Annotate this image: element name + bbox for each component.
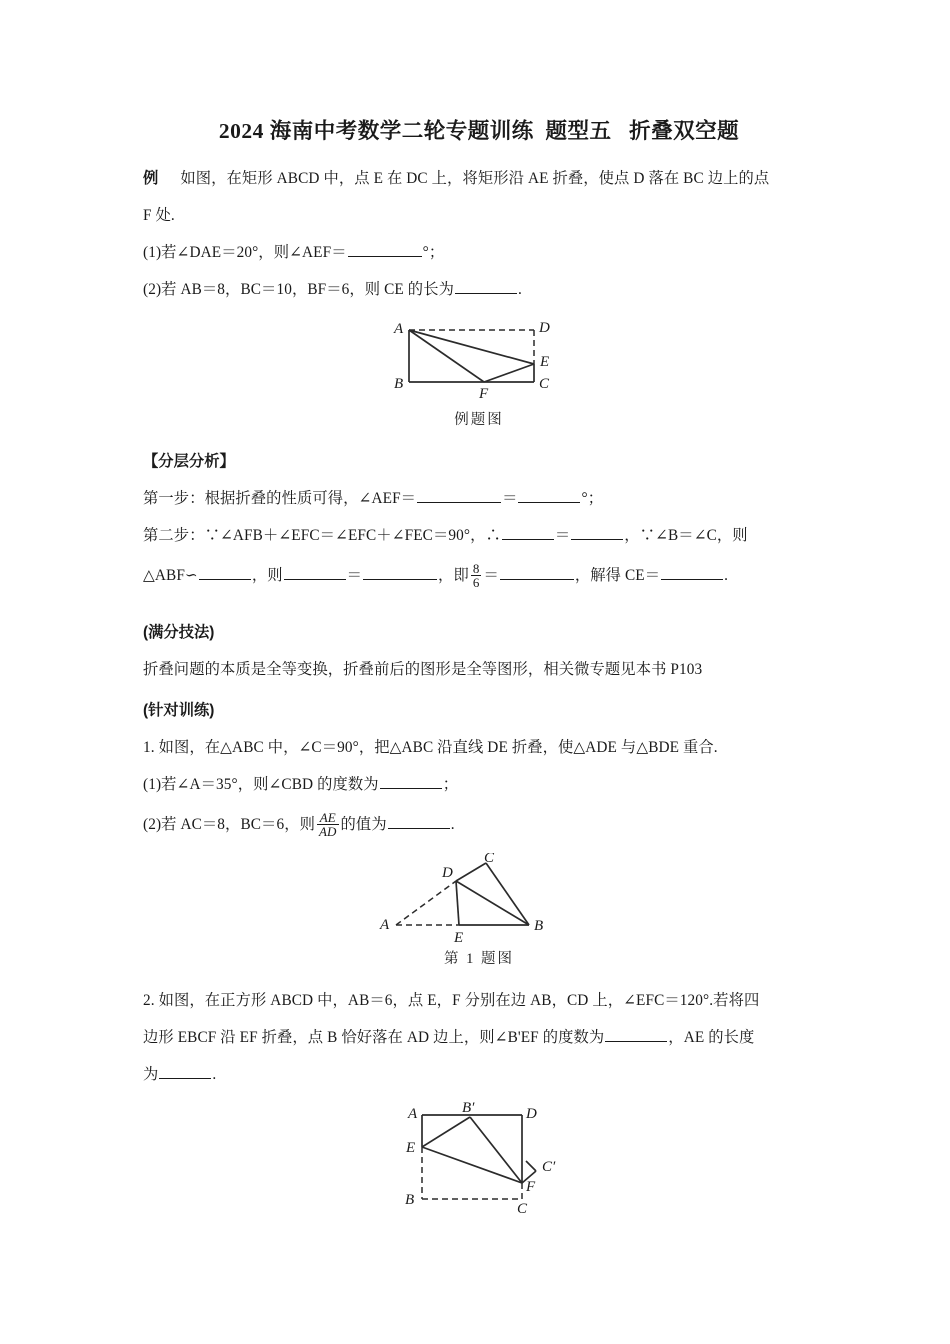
- example-q1-answer-blank[interactable]: [348, 241, 422, 257]
- label-B-prime: B′: [462, 1099, 475, 1116]
- example-figure-caption: 例题图: [454, 411, 504, 428]
- example-q1-prefix: (1)若∠DAE＝20°，则∠AEF＝: [143, 243, 347, 261]
- example-q1-suffix: °；: [422, 243, 445, 261]
- example-label: 例: [143, 169, 159, 187]
- practice-q2-figure-svg: [374, 1099, 584, 1217]
- page-title: 2024 海南中考数学二轮专题训练 题型五 折叠双空题: [218, 119, 740, 143]
- analysis-step1-blank-2[interactable]: [518, 487, 580, 503]
- analysis-step2-suffix: ，∵∠B＝∠C，则: [624, 526, 748, 544]
- analysis-step3-b: ＝: [346, 566, 363, 584]
- label-C-prime: C′: [542, 1158, 556, 1175]
- example-figure: [143, 316, 815, 429]
- label-A: A: [408, 1105, 418, 1122]
- label-C: C: [517, 1200, 528, 1217]
- example-stem-line-2: F 处.: [143, 206, 175, 224]
- analysis-step3-blank-5[interactable]: [661, 564, 723, 580]
- fraction-denominator: AD: [319, 823, 337, 839]
- segment-AF: [409, 330, 484, 382]
- segment-DB: [456, 881, 529, 925]
- example-stem-text-1: 如图，在矩形 ABCD 中，点 E 在 DC 上，将矩形沿 AE 折叠，使点 D 落在 BC 边上的点: [180, 169, 770, 187]
- practice-q1-figure-caption: 第 1 题图: [444, 950, 514, 967]
- label-D: D: [442, 864, 453, 881]
- label-A: A: [394, 320, 404, 337]
- analysis-step3-blank-3[interactable]: [363, 564, 437, 580]
- practice-heading: (针对训练): [143, 701, 215, 719]
- label-D: D: [539, 319, 550, 336]
- tips-heading: (满分技法): [143, 623, 215, 641]
- analysis-step3-blank-1[interactable]: [199, 564, 251, 580]
- label-B: B: [405, 1191, 415, 1208]
- practice-q1-sub2-blank[interactable]: [388, 813, 450, 829]
- practice-q2-line2-middle: ，AE 的长度: [668, 1028, 755, 1046]
- example-question-1: [143, 234, 815, 271]
- label-E: E: [540, 353, 550, 370]
- analysis-step-2: [143, 517, 815, 554]
- analysis-step-3: [143, 554, 815, 598]
- practice-q1-sub2-prefix: (2)若 AC＝8，BC＝6，则: [143, 815, 315, 833]
- label-C: C: [484, 852, 495, 866]
- example-question-2: [143, 271, 815, 308]
- segment-CB: [486, 863, 529, 925]
- tips-body: 折叠问题的本质是全等变换，折叠前后的图形是全等图形，相关微专题见本书 P103: [143, 660, 703, 678]
- example-q2-prefix: (2)若 AB＝8，BC＝10，BF＝6，则 CE 的长为: [143, 280, 454, 298]
- segment-EBprime: [422, 1117, 470, 1147]
- analysis-step3-c: ，即: [438, 566, 469, 584]
- label-E: E: [454, 929, 464, 945]
- practice-q2-line2-prefix: 边形 EBCF 沿 EF 折叠，点 B 恰好落在 AD 边上，则∠B'EF 的度数为: [143, 1028, 605, 1046]
- segment-CprimeBprime: [526, 1161, 536, 1171]
- practice-q2-stem-line-2: [143, 1019, 815, 1056]
- label-B: B: [394, 375, 404, 392]
- analysis-step3-d: ＝: [483, 566, 499, 584]
- analysis-heading: 【分层分析】: [143, 452, 235, 470]
- practice-q2-line3-prefix: 为: [143, 1065, 159, 1083]
- analysis-step-1: [143, 480, 815, 517]
- segment-AD: [396, 881, 456, 925]
- fraction-numerator: 8: [472, 560, 480, 576]
- analysis-step1-middle: ＝: [502, 489, 518, 507]
- analysis-fraction: [471, 562, 482, 590]
- practice-q2-line3-suffix: .: [212, 1065, 217, 1083]
- practice-q2-figure: [143, 1099, 815, 1217]
- analysis-step3-e: ，解得 CE＝: [574, 566, 661, 584]
- analysis-step3-prefix: △ABF∽: [143, 566, 198, 584]
- example-q2-suffix: .: [517, 280, 522, 298]
- page-content: [143, 0, 815, 1217]
- practice-q1-fraction: [317, 811, 339, 839]
- practice-q1-sub2-suffix: .: [450, 815, 455, 833]
- practice-q2-stem-line-3: [143, 1056, 815, 1093]
- analysis-step2-blank-1[interactable]: [502, 524, 554, 540]
- segment-FE: [484, 364, 534, 382]
- practice-q1-sub-2: [143, 803, 815, 847]
- analysis-step3-blank-2[interactable]: [284, 564, 346, 580]
- label-F: F: [479, 385, 489, 402]
- practice-q2-blank-2[interactable]: [159, 1063, 211, 1079]
- segment-DC: [456, 863, 486, 881]
- label-B: B: [534, 917, 544, 934]
- analysis-step1-prefix: 第一步：根据折叠的性质可得，∠AEF＝: [143, 489, 417, 507]
- example-figure-svg: [379, 316, 579, 406]
- practice-q1-sub-1: [143, 766, 815, 803]
- label-A: A: [380, 916, 390, 933]
- analysis-step3-a: ，则: [251, 566, 283, 584]
- practice-q2-blank-1[interactable]: [605, 1026, 667, 1042]
- analysis-step2-middle: ＝: [554, 526, 571, 544]
- practice-q2-stem-line-1: 2. 如图，在正方形 ABCD 中，AB＝6，点 E，F 分别在边 AB，CD 上，∠EFC＝120°.若将四: [143, 991, 760, 1009]
- analysis-step3-end: .: [724, 566, 729, 584]
- practice-q1-figure: [143, 853, 815, 968]
- practice-q1-sub1-prefix: (1)若∠A＝35°，则∠CBD 的度数为: [143, 775, 379, 793]
- segment-AE: [409, 330, 534, 364]
- practice-q1-stem: 1. 如图，在△ABC 中，∠C＝90°，把△ABC 沿直线 DE 折叠，使△ADE 与△BDE 重合.: [143, 738, 718, 756]
- analysis-step1-suffix: °；: [581, 489, 604, 507]
- label-E: E: [406, 1139, 416, 1156]
- practice-q1-sub1-blank[interactable]: [380, 773, 442, 789]
- example-stem-line-1: [143, 160, 815, 197]
- label-C: C: [539, 375, 550, 392]
- fraction-denominator: 6: [472, 574, 480, 590]
- label-F: F: [526, 1178, 536, 1195]
- practice-q1-sub1-suffix: ；: [442, 775, 459, 793]
- segment-DE: [456, 881, 459, 925]
- fraction-numerator: AE: [319, 809, 336, 825]
- label-D: D: [526, 1105, 537, 1122]
- analysis-step2-blank-2[interactable]: [571, 524, 623, 540]
- analysis-step1-blank-1[interactable]: [417, 487, 501, 503]
- practice-q1-figure-svg: [374, 853, 584, 945]
- practice-q1-sub2-middle: 的值为: [340, 815, 387, 833]
- example-q2-answer-blank[interactable]: [455, 278, 517, 294]
- analysis-step3-blank-4[interactable]: [500, 564, 574, 580]
- analysis-step2-prefix: 第二步：∵∠AFB＋∠EFC＝∠EFC＋∠FEC＝90°，∴: [143, 526, 501, 544]
